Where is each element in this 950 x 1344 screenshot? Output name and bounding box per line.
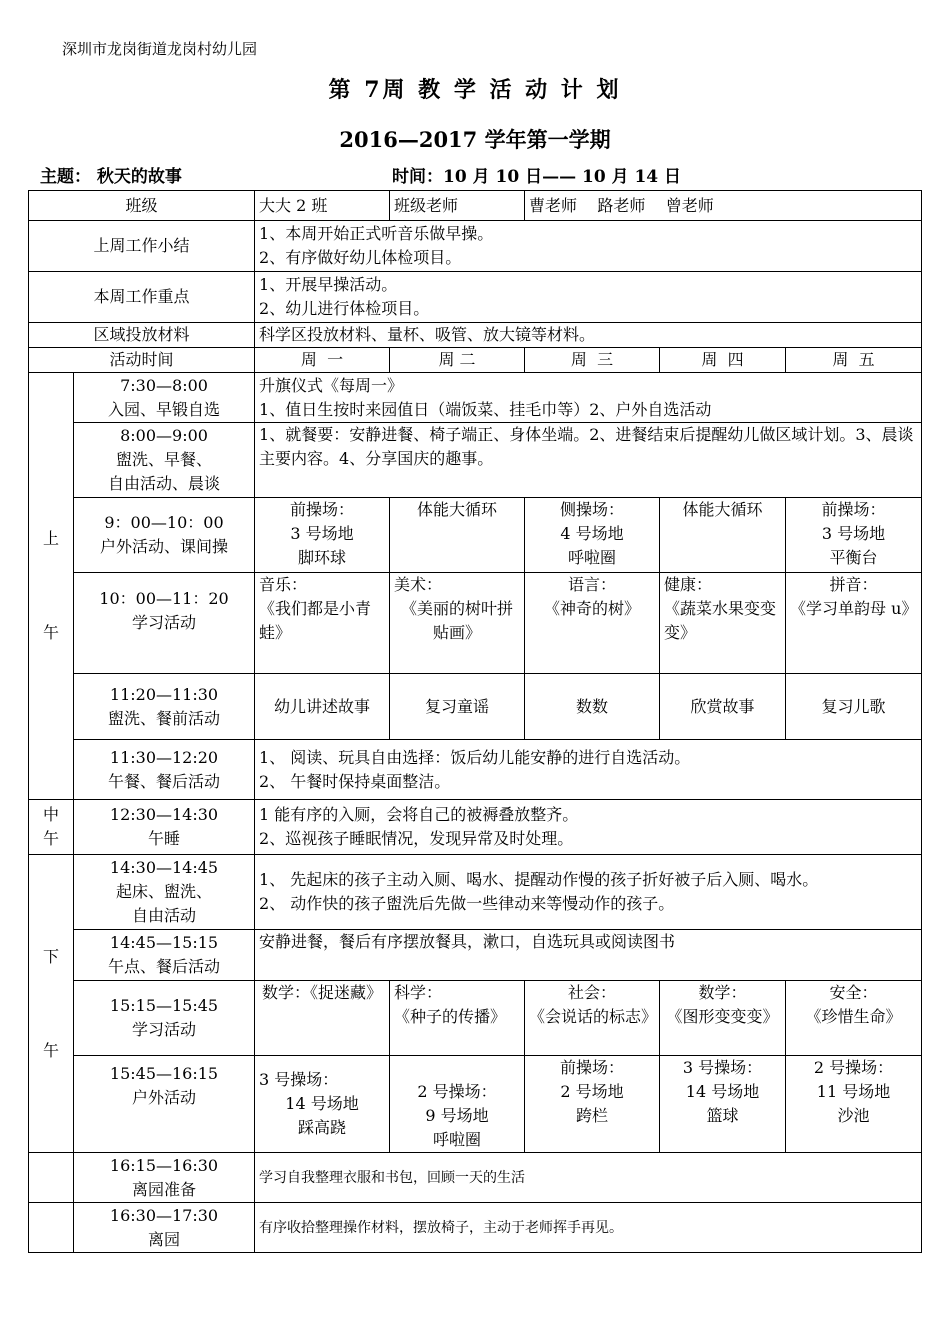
time-activity: 午餐、餐后活动	[108, 771, 221, 791]
text-line: 学习自我整理衣服和书包，回顾一天的生活	[259, 1169, 526, 1186]
materials-row	[29, 323, 922, 348]
text-line: 2 号场地	[560, 1082, 624, 1101]
schedule-row	[29, 573, 922, 674]
text-line: 14 号场地	[685, 1082, 760, 1101]
text-line: 2、 动作快的孩子盥洗后先做一些律动来等慢动作的孩子。	[259, 894, 675, 913]
section-char: 午	[42, 829, 59, 848]
time-slot	[74, 800, 255, 855]
teacher-value: 曹老师 路老师 曾老师	[525, 191, 922, 221]
section-char: 午	[42, 623, 59, 642]
section-char: 上	[42, 529, 59, 548]
text-line: 前操场：	[290, 500, 355, 519]
schedule-row	[29, 855, 922, 930]
time-activity: 户外活动、课间操	[100, 537, 229, 556]
class-value: 大大 2 班	[255, 191, 390, 221]
day-activity	[525, 498, 660, 573]
time-activity: 入园、早锻自选	[108, 399, 221, 419]
day-header: 周 一	[255, 348, 390, 373]
text-line: 2、有序做好幼儿体检项目。	[259, 248, 462, 267]
days-header-row	[29, 348, 922, 373]
text-line: 平衡台	[829, 548, 878, 567]
time-range: 8:00—9:00	[120, 426, 208, 445]
text-line: 语言：	[568, 575, 617, 594]
day-activity	[390, 1056, 525, 1153]
time-activity: 起床、盥洗、	[116, 882, 213, 901]
time-range: 11:30—12:20	[109, 747, 219, 767]
schedule-row	[29, 373, 922, 423]
teacher-label: 班级老师	[390, 191, 525, 221]
time-range: 14:30—14:45	[109, 858, 219, 877]
text-line: 3 号操场：	[259, 1070, 339, 1089]
text-line: 数学：《捉迷藏》	[262, 983, 383, 1002]
time-slot	[74, 1203, 255, 1253]
text-line: 1、 先起床的孩子主动入厕、喝水、提醒动作慢的孩子折好被子后入厕、喝水。	[259, 870, 819, 889]
day-activity	[255, 1056, 390, 1153]
time-activity: 自由活动	[132, 906, 197, 925]
text-line: 3 号操场：	[682, 1058, 763, 1077]
schedule-row	[29, 981, 922, 1056]
time-activity: 午睡	[148, 829, 181, 848]
activity-text	[255, 930, 922, 981]
day-activity	[390, 498, 525, 573]
text-line: 14 号场地	[285, 1094, 359, 1113]
schedule-row	[29, 800, 922, 855]
time-slot	[74, 930, 255, 981]
school-name: 深圳市龙岗街道龙岗村幼儿园	[62, 40, 258, 58]
day-activity: 复习童谣	[390, 674, 525, 740]
time-range: 15:15—15:45	[109, 996, 219, 1015]
text-line: 《图形变变变》	[666, 1007, 779, 1026]
text-line: 9 号场地	[425, 1106, 489, 1125]
schedule-row	[29, 1056, 922, 1153]
text-line: 2、 午餐时保持桌面整洁。	[259, 771, 451, 791]
text-line: 体能大循环	[682, 500, 763, 519]
time-range: 15:45—16:15	[109, 1064, 219, 1083]
time-activity: 户外活动	[132, 1088, 197, 1107]
page-title: 第 7周 教 学 活 动 计 划	[328, 77, 622, 103]
time-range: 11:20—11:30	[109, 684, 219, 704]
day-activity	[786, 981, 922, 1056]
text-line: 3 号场地	[821, 524, 886, 543]
time-slot	[74, 423, 255, 498]
text-line: 2、幼儿进行体检项目。	[259, 299, 430, 318]
time-slot	[74, 1056, 255, 1153]
text-line: 体能大循环	[417, 500, 498, 519]
day-activity	[525, 981, 660, 1056]
day-activity: 复习儿歌	[786, 674, 922, 740]
text-line: 《学习单韵母 u》	[790, 599, 918, 618]
time-range: 16:15—16:30	[109, 1155, 219, 1175]
time-slot	[74, 573, 255, 674]
date-range: 时间：10 月 10 日—— 10 月 14 日	[392, 167, 682, 187]
time-range: 9：00—10：00	[104, 513, 224, 532]
time-activity: 离园准备	[132, 1179, 197, 1199]
text-line: 脚环球	[298, 548, 347, 567]
last-week-summary	[255, 221, 922, 272]
time-slot	[74, 674, 255, 740]
day-activity	[660, 573, 786, 674]
time-activity: 盥洗、餐前活动	[108, 708, 221, 728]
text-line: 篮球	[706, 1106, 739, 1125]
text-line: 1、值日生按时来园值日（端饭菜、挂毛巾等）2、户外自选活动	[259, 399, 712, 419]
time-range: 7:30—8:00	[120, 375, 208, 395]
day-activity	[255, 573, 390, 674]
day-activity: 幼儿讲述故事	[255, 674, 390, 740]
activity-text	[255, 740, 922, 800]
term-title: 2016—2017 学年第一学期	[339, 127, 611, 152]
text-line: 前操场：	[560, 1058, 625, 1077]
day-activity	[660, 498, 786, 573]
activity-text	[255, 373, 922, 423]
section-char: 中	[42, 805, 59, 824]
day-header: 周 三	[525, 348, 660, 373]
schedule-row	[29, 674, 922, 740]
schedule-row	[29, 423, 922, 498]
text-line: 美术：	[394, 575, 443, 594]
time-range: 10：00—11：20	[99, 589, 229, 608]
text-line: 升旗仪式《每周一》	[259, 375, 404, 395]
activity-text	[255, 1153, 922, 1203]
section-noon	[29, 800, 74, 855]
schedule-row	[29, 1203, 922, 1253]
time-slot	[74, 1153, 255, 1203]
text-line: 2 号操场：	[813, 1058, 894, 1077]
day-activity	[660, 981, 786, 1056]
time-range: 12:30—14:30	[109, 805, 219, 824]
last-week-label: 上周工作小结	[29, 221, 255, 272]
time-range: 16:30—17:30	[109, 1205, 219, 1225]
text-line: 有序收拾整理操作材料，摆放椅子，主动于老师挥手再见。	[259, 1219, 624, 1236]
text-line: 1、 阅读、玩具自由选择：饭后幼儿能安静的进行自选活动。	[259, 747, 691, 767]
time-activity: 午点、餐后活动	[108, 957, 221, 976]
day-activity	[525, 573, 660, 674]
text-line: 音乐：	[259, 575, 308, 594]
last-week-row	[29, 221, 922, 272]
section-blank	[29, 1153, 74, 1203]
text-line: 沙池	[837, 1106, 870, 1125]
text-line: 2 号操场：	[417, 1082, 497, 1101]
text-line: 数学：	[698, 983, 747, 1002]
text-line: 1、开展早操活动。	[259, 275, 398, 294]
day-activity	[390, 573, 525, 674]
class-info-row	[29, 191, 922, 221]
this-week-label: 本周工作重点	[29, 272, 255, 323]
day-header: 周 四	[660, 348, 786, 373]
activity-text	[255, 800, 922, 855]
text-line: 《种子的传播》	[394, 1007, 507, 1026]
text-line: 科学：	[394, 983, 443, 1002]
day-activity	[390, 981, 525, 1056]
day-activity	[786, 573, 922, 674]
day-activity	[525, 1056, 660, 1153]
day-header: 周 二	[390, 348, 525, 373]
schedule-row	[29, 930, 922, 981]
text-line: 拼音：	[829, 575, 878, 594]
time-activity: 学习活动	[132, 1020, 197, 1039]
this-week-row	[29, 272, 922, 323]
time-slot	[74, 981, 255, 1056]
day-activity: 欣赏故事	[660, 674, 786, 740]
text-line: 《美丽的树叶拼贴画》	[401, 599, 514, 642]
schedule-table	[28, 190, 922, 1253]
activity-text	[255, 423, 922, 498]
schedule-row	[29, 740, 922, 800]
text-line: 前操场：	[821, 500, 886, 519]
text-line: 《蔬菜水果变变变》	[664, 599, 777, 642]
schedule-row	[29, 1153, 922, 1203]
text-line: 《我们都是小青蛙》	[259, 599, 372, 642]
section-morning	[29, 373, 74, 800]
section-char: 午	[42, 1040, 59, 1060]
text-line: 《珍惜生命》	[805, 1007, 902, 1026]
activity-text	[255, 855, 922, 930]
time-activity: 自由活动、晨谈	[108, 474, 221, 493]
time-slot	[74, 373, 255, 423]
day-activity	[660, 1056, 786, 1153]
day-activity: 数数	[525, 674, 660, 740]
text-line: 社会：	[568, 983, 617, 1002]
text-line: 安全：	[829, 983, 878, 1002]
day-activity	[255, 498, 390, 573]
schedule-row	[29, 498, 922, 573]
this-week-focus	[255, 272, 922, 323]
text-line: 呼啦圈	[433, 1130, 482, 1149]
text-line: 安静进餐，餐后有序摆放餐具，漱口，自选玩具或阅读图书	[259, 932, 676, 951]
activity-time-header: 活动时间	[29, 348, 255, 373]
text-line: 1、就餐要：安静进餐、椅子端正、身体坐端。2、进餐结束后提醒幼儿做区域计划。3、晨谈主要内容。4、分享国庆的趣事。	[259, 425, 914, 468]
text-line: 1、本周开始正式听音乐做早操。	[259, 224, 494, 243]
section-char: 下	[42, 946, 59, 966]
section-blank	[29, 1203, 74, 1253]
text-line: 4 号场地	[560, 524, 624, 543]
text-line: 11 号场地	[816, 1082, 891, 1101]
day-header: 周 五	[786, 348, 922, 373]
text-line: 侧操场：	[560, 500, 625, 519]
materials-value: 科学区投放材料、量杯、吸管、放大镜等材料。	[255, 323, 922, 348]
time-slot	[74, 855, 255, 930]
time-activity: 离园	[148, 1229, 181, 1249]
day-activity	[786, 498, 922, 573]
activity-text	[255, 1203, 922, 1253]
time-slot	[74, 740, 255, 800]
text-line: 2、巡视孩子睡眠情况，发现异常及时处理。	[259, 829, 574, 848]
theme-label: 主题： 秋天的故事	[40, 167, 182, 187]
text-line: 跨栏	[576, 1106, 609, 1125]
text-line: 《会说话的标志》	[529, 1007, 658, 1026]
text-line: 健康：	[664, 575, 713, 594]
class-label: 班级	[29, 191, 255, 221]
text-line: 呼啦圈	[568, 548, 617, 567]
text-line: 1 能有序的入厕，会将自己的被褥叠放整齐。	[259, 805, 579, 824]
text-line: 《神奇的树》	[544, 599, 641, 618]
materials-label: 区域投放材料	[29, 323, 255, 348]
day-activity	[255, 981, 390, 1056]
time-slot	[74, 498, 255, 573]
day-activity	[786, 1056, 922, 1153]
text-line: 3 号场地	[290, 524, 354, 543]
time-activity: 学习活动	[132, 613, 197, 632]
time-range: 14:45—15:15	[109, 933, 219, 952]
section-afternoon	[29, 855, 74, 1153]
text-line: 踩高跷	[298, 1118, 347, 1137]
time-activity: 盥洗、早餐、	[116, 450, 213, 469]
